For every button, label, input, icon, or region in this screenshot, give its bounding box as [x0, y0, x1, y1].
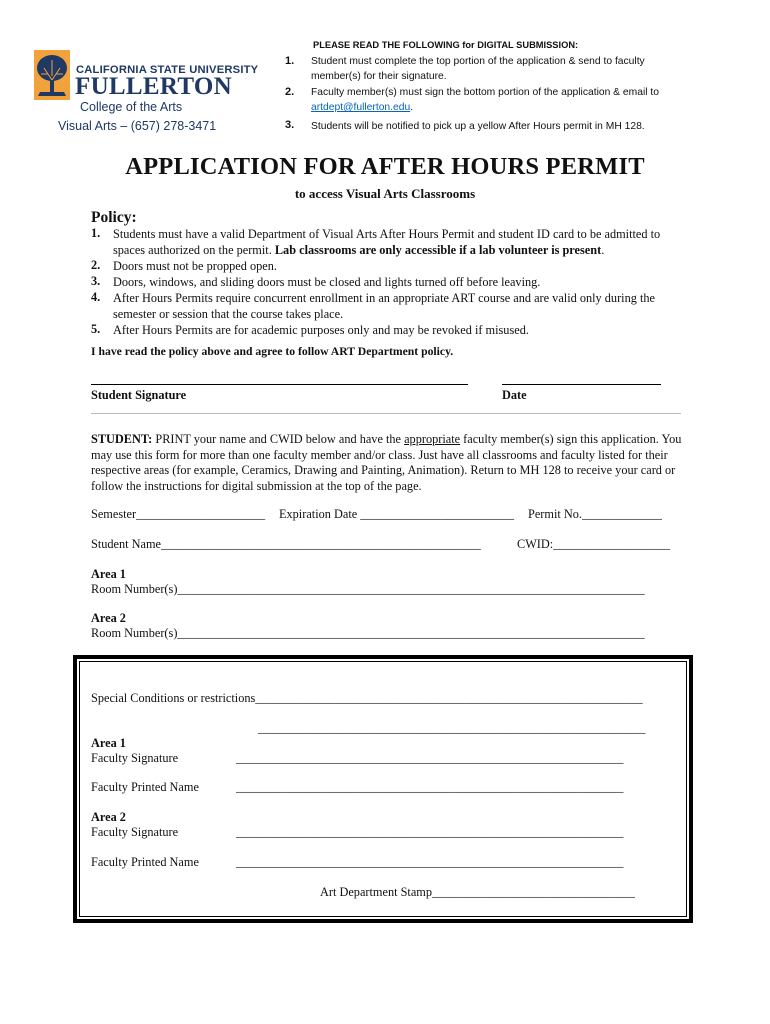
instructions-heading: PLEASE READ THE FOLLOWING for DIGITAL SUBMISSION: [313, 40, 579, 50]
date-line[interactable] [502, 384, 661, 385]
permit-number-field[interactable]: Permit No._____________ [528, 507, 662, 521]
semester-field[interactable]: Semester_____________________ [91, 507, 266, 521]
policy-text: Doors, windows, and sliding doors must be closed and lights turned off before leaving. [113, 275, 541, 289]
policy-tail: . [601, 243, 605, 257]
student-instructions [91, 432, 683, 494]
student-text: PRINT your name and CWID below and have the [152, 432, 405, 446]
section-divider [91, 413, 681, 414]
underlined-word: appropriate [404, 432, 461, 446]
special-conditions-continued[interactable]: _______________________________________________________________ [258, 721, 646, 735]
policy-heading: Policy: [91, 209, 137, 226]
area1-heading: Area 1 [91, 567, 126, 581]
special-conditions-field[interactable]: Special Conditions or restrictions_______________________________________________________________ [91, 691, 643, 705]
faculty-printed-name-label: Faculty Printed Name [91, 780, 199, 794]
policy-agreement: I have read the policy above and agree to follow ART Department policy. [91, 345, 454, 358]
faculty-area1-heading: Area 1 [91, 736, 126, 750]
logo-campus-name: FULLERTON [75, 73, 232, 100]
area1-room-field[interactable]: Room Number(s)____________________________________________________________________________ [91, 582, 645, 596]
policy-number: 1. [91, 226, 101, 240]
instruction-number: 2. [285, 86, 295, 98]
policy-text: After Hours Permits are for academic purposes only and may be revoked if misused. [113, 323, 529, 337]
policy-number: 4. [91, 290, 101, 304]
faculty-signature-label: Faculty Signature [91, 751, 179, 765]
instruction-number: 1. [285, 55, 295, 67]
college-name: College of the Arts [80, 100, 183, 114]
policy-text: Doors must not be propped open. [113, 259, 277, 273]
department-stamp-field[interactable]: Art Department Stamp_________________________________ [320, 885, 635, 899]
instruction-item [311, 54, 645, 84]
policy-number: 2. [91, 258, 101, 272]
instruction-line: member(s) for their signature. [311, 71, 447, 82]
email-link[interactable]: artdept@fullerton.edu [311, 102, 411, 113]
tree-seal-icon [34, 50, 70, 100]
instruction-line: Faculty member(s) must sign the bottom portion of the application & email to [311, 87, 659, 98]
faculty-signature-line[interactable]: _______________________________________________________________ [236, 825, 624, 839]
student-lead: STUDENT: [91, 432, 153, 446]
page-subtitle: to access Visual Arts Classrooms [294, 186, 476, 201]
logo-university-name: CALIFORNIA STATE UNIVERSITY [76, 64, 259, 76]
area2-heading: Area 2 [91, 611, 126, 625]
faculty-printed-name-label: Faculty Printed Name [91, 855, 199, 869]
university-logo [34, 50, 259, 100]
expiration-date-field[interactable]: Expiration Date _________________________ [279, 507, 514, 521]
instruction-item [311, 85, 659, 115]
area2-room-field[interactable]: Room Number(s)____________________________________________________________________________ [91, 626, 645, 640]
policy-number: 5. [91, 322, 101, 336]
student-text: faculty member(s) sign this application. You may use this form for more than one faculty member and/or class. Just have all classrooms and faculty listed for their respective areas (for example, Ceramics, Drawing and Painting, Animation). Return to MH 128 to receive your card or follow the instructions for digital submission at the top of the page. [91, 432, 682, 493]
faculty-printed-name-line[interactable]: _______________________________________________________________ [236, 855, 624, 869]
student-signature-label: Student Signature [91, 388, 187, 402]
instruction-line: Student must complete the top portion of the application & send to faculty [311, 56, 645, 67]
student-signature-line[interactable] [91, 384, 468, 385]
faculty-printed-name-line[interactable]: _______________________________________________________________ [236, 780, 624, 794]
policy-text: Students must have a valid Department of Visual Arts After Hours Permit and student ID card to be admitted to spaces authorized on the permit. [113, 227, 661, 257]
student-name-field[interactable]: Student Name____________________________________________________ [91, 537, 481, 551]
policy-item [113, 226, 693, 258]
department-contact: Visual Arts – (657) 278-3471 [58, 119, 217, 133]
faculty-signature-line[interactable]: _______________________________________________________________ [236, 751, 624, 765]
cwid-field[interactable]: CWID:___________________ [517, 537, 671, 551]
policy-number: 3. [91, 274, 101, 288]
page-title: APPLICATION FOR AFTER HOURS PERMIT [125, 153, 645, 180]
policy-text: After Hours Permits require concurrent enrollment in an appropriate ART course and are valid only during the semester or session that the course takes place. [113, 291, 655, 321]
link-suffix: . [410, 102, 414, 113]
policy-bold-text: Lab classrooms are only accessible if a lab volunteer is present [274, 243, 602, 257]
date-label: Date [502, 388, 527, 402]
instruction-number: 3. [285, 119, 295, 131]
faculty-area2-heading: Area 2 [91, 810, 126, 824]
faculty-signature-label: Faculty Signature [91, 825, 179, 839]
instruction-line: Students will be notified to pick up a yellow After Hours permit in MH 128. [311, 121, 645, 132]
